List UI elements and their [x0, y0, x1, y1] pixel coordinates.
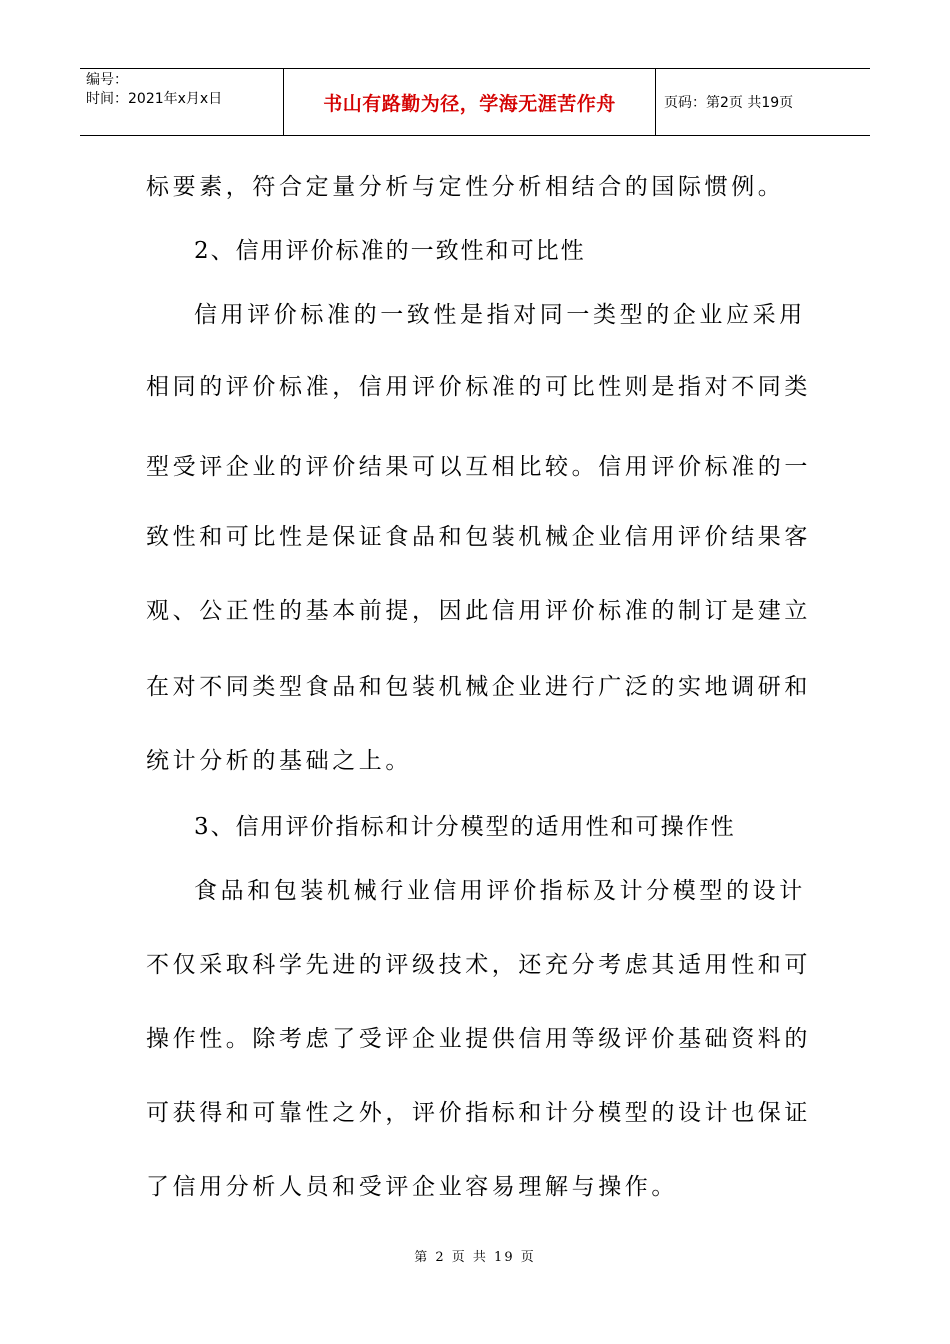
number-label: 编号： [86, 72, 128, 88]
paragraph-line: 观、公正性的基本前提，因此信用评价标准的制订是建立 [146, 598, 811, 624]
paragraph-line: 操作性。除考虑了受评企业提供信用等级评价基础资料的 [146, 1026, 811, 1052]
paragraph-line: 型受评企业的评价结果可以互相比较。信用评价标准的一 [146, 454, 811, 480]
paragraph-line: 不仅采取科学先进的评级技术，还充分考虑其适用性和可 [146, 952, 811, 978]
paragraph-line: 相同的评价标准，信用评价标准的可比性则是指对不同类 [146, 374, 811, 400]
paragraph-line: 了信用分析人员和受评企业容易理解与操作。 [146, 1174, 678, 1200]
paragraph-line: 信用评价标准的一致性是指对同一类型的企业应采用 [194, 302, 806, 328]
time-label: 时间：2021年x月x日 [86, 91, 223, 107]
header-page-info: 页码：第2页 共19页 [664, 95, 794, 111]
page-footer: 第 2 页 共 19 页 [414, 1250, 536, 1265]
header-motto: 书山有路勤为径，学海无涯苦作舟 [284, 69, 656, 135]
header-meta [80, 69, 284, 135]
paragraph-line: 在对不同类型食品和包装机械企业进行广泛的实地调研和 [146, 674, 811, 700]
body-line: 标要素，符合定量分析与定性分析相结合的国际惯例。 [146, 174, 785, 200]
paragraph-line: 统计分析的基础之上。 [146, 748, 412, 774]
section-heading: 2、信用评价标准的一致性和可比性 [194, 238, 586, 264]
paragraph-line: 致性和可比性是保证食品和包装机械企业信用评价结果客 [146, 524, 811, 550]
paragraph-line: 可获得和可靠性之外，评价指标和计分模型的设计也保证 [146, 1100, 811, 1126]
section-heading: 3、信用评价指标和计分模型的适用性和可操作性 [194, 814, 736, 840]
page-header [80, 68, 870, 136]
paragraph-line: 食品和包装机械行业信用评价指标及计分模型的设计 [194, 878, 806, 904]
